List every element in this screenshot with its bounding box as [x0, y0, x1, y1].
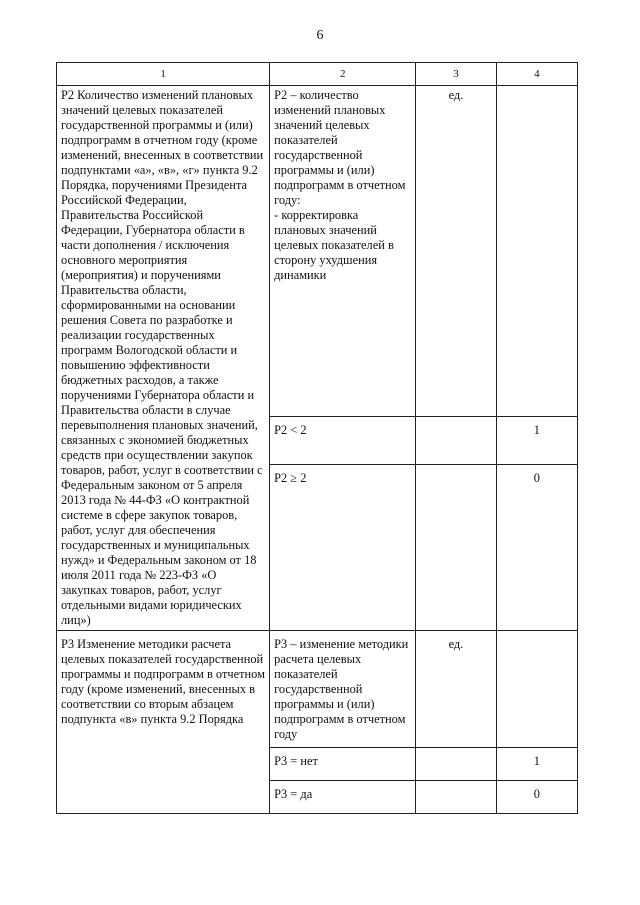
p2-unit: ед.	[416, 86, 496, 417]
p2-empty-score	[496, 86, 577, 417]
criteria-table	[56, 62, 578, 814]
p2-empty-unit-2	[416, 464, 496, 630]
page-number: 6	[316, 28, 324, 43]
header-col-3: 3	[416, 63, 496, 86]
p2-definition-cell	[270, 86, 416, 417]
p2-empty-unit-1	[416, 417, 496, 464]
header-col-1: 1	[57, 63, 270, 86]
p2-condition-1: Р2 < 2	[270, 417, 416, 464]
p2-condition-2: Р2 ≥ 2	[270, 464, 416, 630]
header-col-4: 4	[496, 63, 577, 86]
p3-score-2: 0	[496, 781, 577, 814]
table-row	[57, 86, 578, 417]
table-header-row	[57, 63, 578, 86]
p3-description-cell	[57, 631, 270, 814]
p2-description-cell	[57, 86, 270, 631]
p2-definition-item: - корректировка плановых значений целевых показателей в сторону ухудшения динамики	[274, 208, 394, 282]
p3-condition-2: Р3 = да	[270, 781, 416, 814]
p2-definition: Р2 – количество изменений плановых значений целевых показателей государственной программы и (или) подпрограмм в отчетном году:	[274, 88, 406, 207]
p3-unit: ед.	[416, 631, 496, 748]
p3-empty-score	[496, 631, 577, 748]
p3-description: Р3 Изменение методики расчета целевых показателей государственной программы и подпрограмм в отчетном году (кроме изменений, внесенных в соответствии со вторым абзацем подпункта «в» пункта 9.2 Порядка	[61, 637, 265, 726]
p2-score-1: 1	[496, 417, 577, 464]
header-col-2: 2	[270, 63, 416, 86]
p3-definition: Р3 – изменение методики расчета целевых показателей государственной программы и (или) подпрограмм в отчетном году	[274, 637, 409, 741]
p3-condition-1: Р3 = нет	[270, 748, 416, 781]
p3-score-1: 1	[496, 748, 577, 781]
p2-score-2: 0	[496, 464, 577, 630]
table-row	[57, 631, 578, 748]
p3-definition-cell	[270, 631, 416, 748]
p2-description: Р2 Количество изменений плановых значений целевых показателей государственной программы и (или) подпрограмм в отчетном году (кроме изменений, внесенных в соответствии подпунктами «а», «в», «г» пункта 9.2 Порядка, поручениями Президента Российской Федерации, Правительства Российской Федерации, Губернатора области в части дополнения / исключения основного мероприятия (мероприятия) и поручениями Правительства области, сформированными на основании решения Совета по разработке и реализации государственных программ Вологодской области и повышению эффективности бюджетных расходов, а также поручениями Губернатора области и Правительства области в случае перевыполнения плановых значений, связанных с экономией бюджетных средств при осуществлении закупок товаров, работ, услуг в соответствии с Федеральным законом от 5 апреля 2013 года № 44-ФЗ «О контрактной системе в сфере закупок товаров, работ, услуг для обеспечения государственных и муниципальных нужд» и Федеральным законом от 18 июля 2011 года № 223-ФЗ «О закупках товаров, работ, услуг отдельными видами юридических лиц»)	[61, 88, 264, 627]
p3-empty-unit-2	[416, 781, 496, 814]
p3-empty-unit-1	[416, 748, 496, 781]
